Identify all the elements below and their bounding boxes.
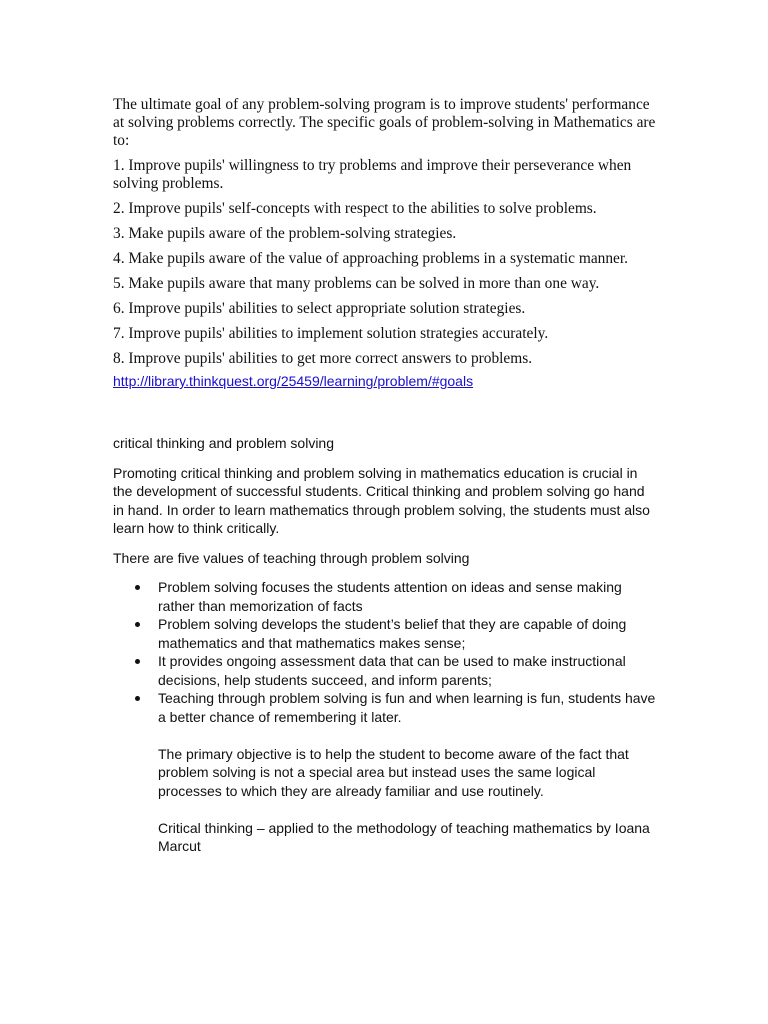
critical-thinking-section: [113, 434, 658, 856]
source-link[interactable]: http://library.thinkquest.org/25459/learning/problem/#goals: [113, 373, 474, 389]
spacer: [113, 800, 658, 819]
intro-paragraph: Promoting critical thinking and problem solving in mathematics education is crucial in the development of successful students. Critical thinking and problem solving go hand in hand. In order to learn mathematics through problem solving, the students must also learn how to think critically.: [113, 464, 650, 536]
list-item: [113, 689, 658, 726]
goal-item-2: 2. Improve pupils' self-concepts with respect to the abilities to solve problems.: [113, 200, 597, 217]
goal-item-3: 3. Make pupils aware of the problem-solving strategies.: [113, 225, 457, 242]
goal-item-6: 6. Improve pupils' abilities to select appropriate solution strategies.: [113, 300, 526, 317]
goal-item-1: 1. Improve pupils' willingness to try problems and improve their perseverance when solving problems.: [113, 157, 632, 192]
bullet-icon: [135, 696, 140, 701]
list-item-text: Problem solving focuses the students attention on ideas and sense making rather than memorization of facts: [158, 579, 622, 614]
citation: Critical thinking – applied to the methodology of teaching mathematics by Ioana Marcut: [158, 819, 650, 854]
bullet-icon: [135, 659, 140, 664]
goals-intro: The ultimate goal of any problem-solving program is to improve students' performance at solving problems correctly. The specific goals of problem-solving in Mathematics are to:: [113, 96, 656, 149]
list-item-text: It provides ongoing assessment data that can be used to make instructional decisions, help students succeed, and inform parents;: [158, 653, 626, 688]
goal-item-5: 5. Make pupils aware that many problems can be solved in more than one way.: [113, 275, 600, 292]
list-item: [113, 615, 658, 652]
bullet-icon: [135, 585, 140, 590]
goal-item-8: 8. Improve pupils' abilities to get more correct answers to problems.: [113, 350, 533, 367]
list-item-text: Teaching through problem solving is fun and when learning is fun, students have a better chance of remembering it later.: [158, 690, 656, 725]
values-heading: There are five values of teaching through problem solving: [113, 549, 470, 566]
goal-item-7: 7. Improve pupils' abilities to implement solution strategies accurately.: [113, 325, 549, 342]
goal-item-4: 4. Make pupils aware of the value of approaching problems in a systematic manner.: [113, 250, 628, 267]
list-item: [113, 652, 658, 689]
goals-section: [113, 96, 658, 368]
spacer: [113, 726, 658, 745]
values-list: [113, 578, 658, 726]
document-page: [113, 96, 658, 856]
section-heading: critical thinking and problem solving: [113, 435, 334, 451]
bullet-icon: [135, 622, 140, 627]
list-item: [113, 578, 658, 615]
objective-paragraph: The primary objective is to help the student to become aware of the fact that problem solving is not a special area but instead uses the same logical processes to which they are already familiar and use routinely.: [158, 745, 629, 799]
list-item-text: Problem solving develops the student’s belief that they are capable of doing mathematics and that mathematics makes sense;: [158, 616, 627, 651]
